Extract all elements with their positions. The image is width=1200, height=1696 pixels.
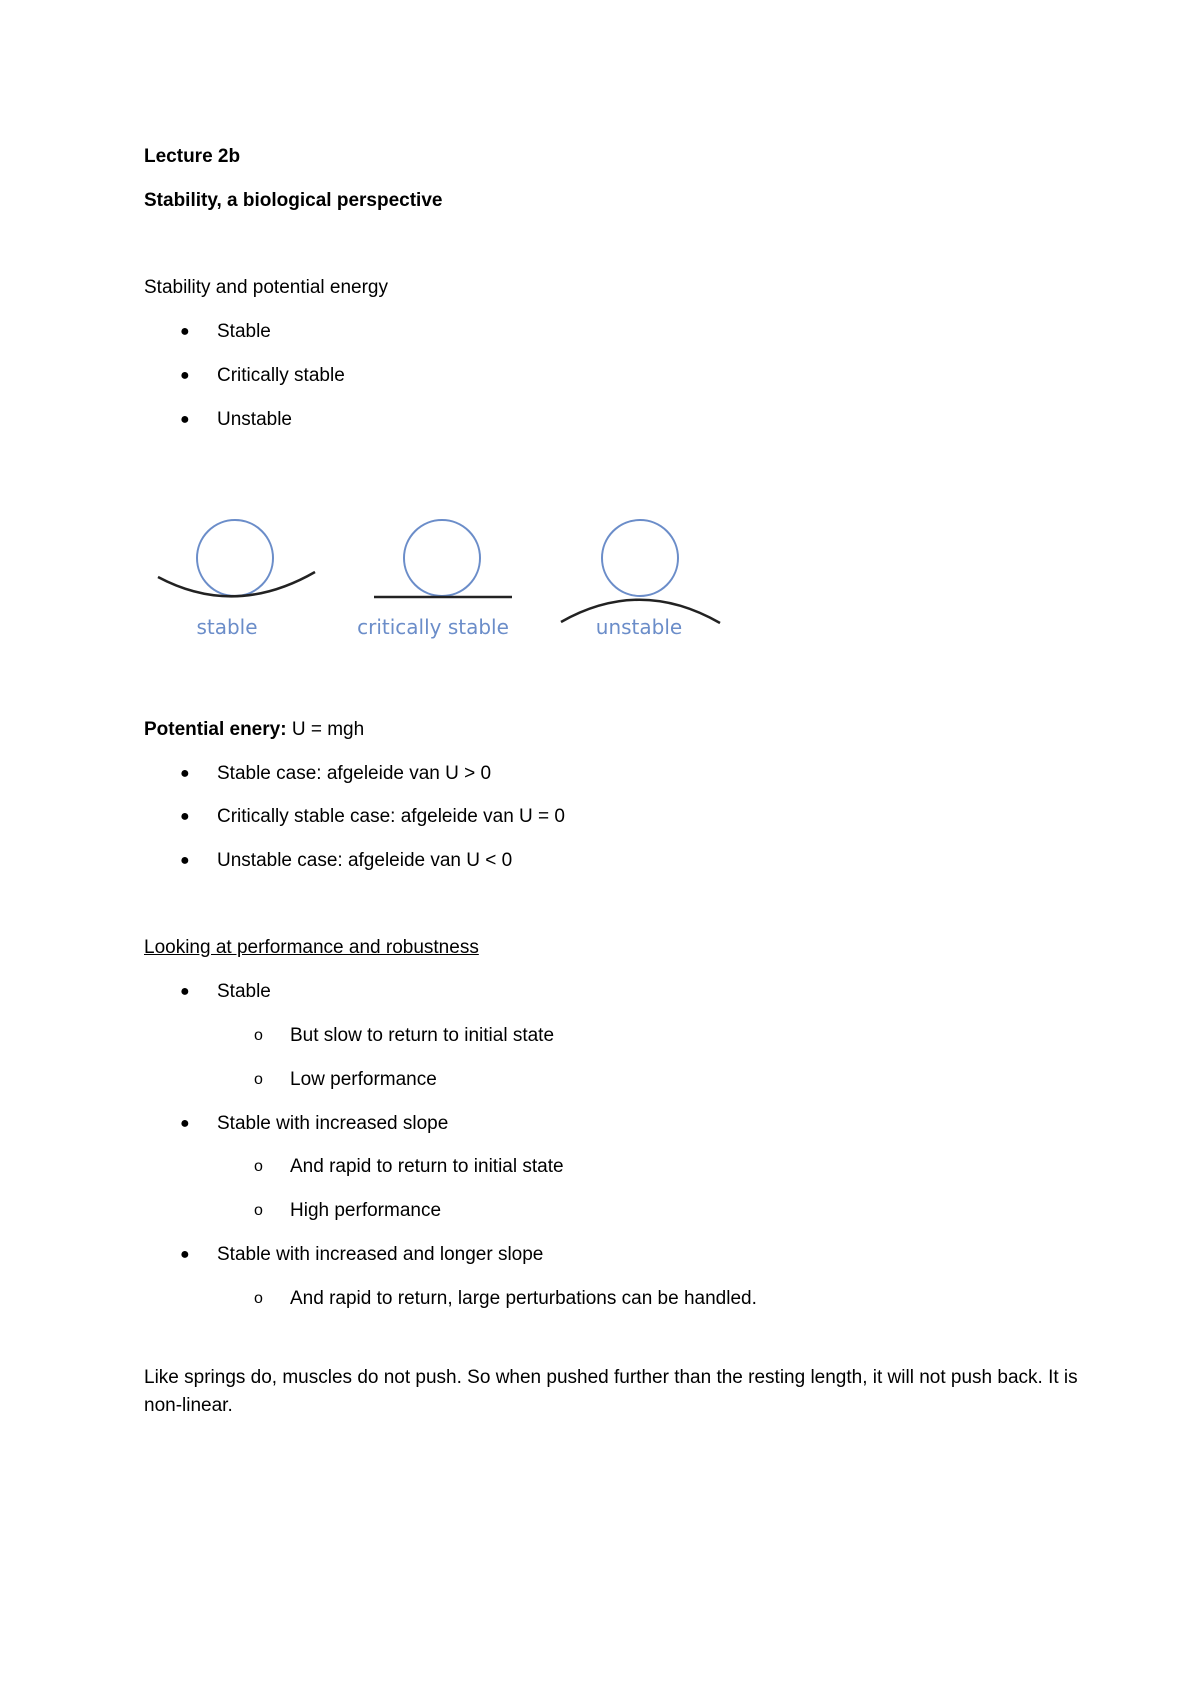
list-item: Stable with increased and longer slope <box>217 1244 544 1265</box>
bullet-icon: ● <box>180 983 190 1000</box>
bullet-icon: ● <box>180 808 190 825</box>
sub-list-item: But slow to return to initial state <box>290 1025 555 1046</box>
ball-icon <box>404 520 480 596</box>
sub-list-item: And rapid to return to initial state <box>290 1156 564 1177</box>
ball-icon <box>602 520 678 596</box>
list-item: Critically stable <box>217 365 345 386</box>
figure-label-critically-stable: critically stable <box>357 615 509 639</box>
sub-bullet-icon: o <box>254 1202 263 1219</box>
unstable-illustration <box>561 520 720 639</box>
bullet-icon: ● <box>180 411 190 428</box>
valley-curve <box>158 572 315 596</box>
figure-label-unstable: unstable <box>595 615 683 639</box>
sub-bullet-icon: o <box>254 1290 263 1307</box>
sub-list-item: High performance <box>290 1200 442 1221</box>
list-item: Unstable case: afgeleide van U < 0 <box>217 850 513 871</box>
figure-label-stable: stable <box>196 615 258 639</box>
bullet-icon: ● <box>180 367 190 384</box>
potential-energy-heading <box>144 718 364 742</box>
potential-energy-formula: U = mgh <box>286 719 365 740</box>
list-item: Stable with increased slope <box>217 1113 449 1134</box>
list-item: Critically stable case: afgeleide van U = 0 <box>217 806 565 827</box>
bullet-icon: ● <box>180 1246 190 1263</box>
lecture-title: Lecture 2b <box>144 146 241 167</box>
sub-bullet-icon: o <box>254 1158 263 1175</box>
bullet-icon: ● <box>180 852 190 869</box>
subtitle: Stability, a biological perspective <box>144 190 443 211</box>
bullet-icon: ● <box>180 1115 190 1132</box>
bullet-icon: ● <box>180 765 190 782</box>
list-item: Unstable <box>217 409 292 430</box>
sub-list-item: Low performance <box>290 1069 437 1090</box>
stable-illustration <box>158 520 315 639</box>
critically-stable-illustration <box>357 520 512 639</box>
sub-bullet-icon: o <box>254 1071 263 1088</box>
list-item: Stable case: afgeleide van U > 0 <box>217 763 492 784</box>
section-stability-heading: Stability and potential energy <box>144 277 388 298</box>
closing-paragraph: Like springs do, muscles do not push. So when pushed further than the resting length, it will not push back. It is non-linear. <box>144 1367 1078 1416</box>
sub-list-item: And rapid to return, large perturbations can be handled. <box>290 1288 757 1309</box>
list-item: Stable <box>217 981 271 1002</box>
list-item: Stable <box>217 321 271 342</box>
performance-heading: Looking at performance and robustness <box>144 937 479 958</box>
sub-bullet-icon: o <box>254 1027 263 1044</box>
potential-energy-label: Potential enery: <box>144 719 287 740</box>
stability-diagram <box>150 505 730 645</box>
ball-icon <box>197 520 273 596</box>
bullet-icon: ● <box>180 323 190 340</box>
